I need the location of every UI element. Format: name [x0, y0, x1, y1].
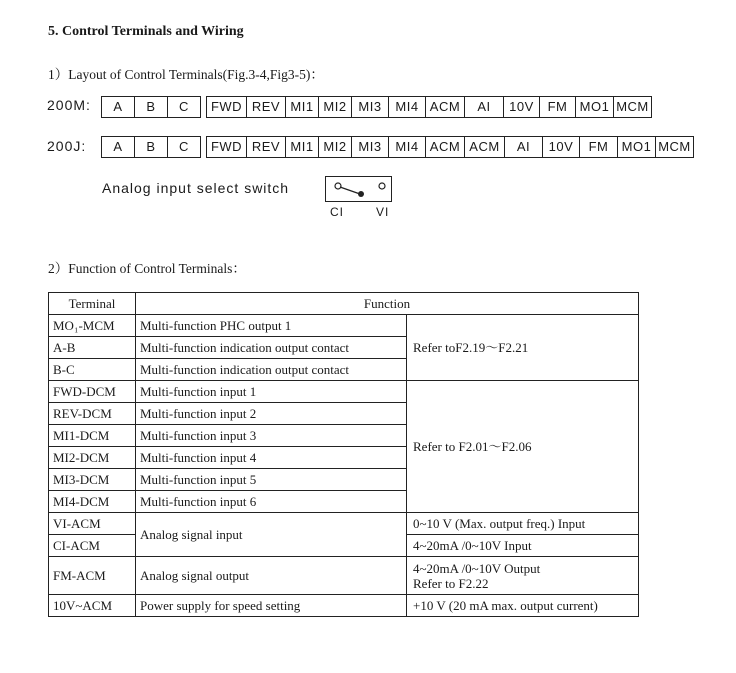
- terminal-cell: C: [168, 137, 201, 157]
- terminal-cell: MI1-DCM: [49, 425, 136, 447]
- function-cell: Power supply for speed setting: [136, 595, 407, 617]
- terminal-cell: C: [168, 97, 201, 117]
- function-cell: Analog signal input: [136, 513, 407, 557]
- terminal-cell: MI4: [389, 97, 426, 117]
- terminal-cell: B: [135, 97, 168, 117]
- row-label-200j: 200J:: [47, 138, 87, 154]
- detail-cell: 0~10 V (Max. output freq.) Input: [407, 513, 639, 535]
- terminal-cell: A: [102, 97, 135, 117]
- detail-line: 4~20mA /0~10V Output: [413, 560, 541, 576]
- terminal-cell: VI-ACM: [49, 513, 136, 535]
- detail-cell: 4~20mA /0~10V Input: [407, 535, 639, 557]
- terminal-cell: MI1: [286, 97, 319, 117]
- function-cell: Multi-function PHC output 1: [136, 315, 407, 337]
- layout-subtitle: 1）Layout of Control Terminals(Fig.3-4,Fig3-5)：: [48, 67, 324, 82]
- header-terminal: Terminal: [49, 293, 136, 315]
- table-header-row: [49, 293, 639, 315]
- function-cell: Multi-function input 3: [136, 425, 407, 447]
- terminal-cell: 10V~ACM: [49, 595, 136, 617]
- function-subtitle: 2）Function of Control Terminals：: [48, 261, 246, 276]
- terminal-cell: AI: [465, 97, 504, 117]
- terminal-cell: MO1: [576, 97, 614, 117]
- detail-line: Refer to F2.22: [413, 575, 489, 591]
- terminal-cell: B-C: [49, 359, 136, 381]
- detail-cell: +10 V (20 mA max. output current): [407, 595, 639, 617]
- terminal-cell: MI3-DCM: [49, 469, 136, 491]
- analog-select-switch[interactable]: [325, 176, 392, 202]
- function-cell: Multi-function indication output contact: [136, 337, 407, 359]
- terminal-cell: MO1: [618, 137, 656, 157]
- switch-ci-label: CI: [330, 205, 344, 219]
- terminal-cell: FWD: [207, 137, 247, 157]
- terminal-cell: FWD-DCM: [49, 381, 136, 403]
- terminal-cell: MI4-DCM: [49, 491, 136, 513]
- terminal-cell: MI1: [286, 137, 319, 157]
- function-cell: Multi-function input 6: [136, 491, 407, 513]
- terminal-cell: B: [135, 137, 168, 157]
- function-cell: Multi-function input 5: [136, 469, 407, 491]
- terminal-cell: FM: [580, 137, 618, 157]
- reference-cell: Refer to F2.01～F2.06: [407, 381, 639, 513]
- table-row: [49, 381, 639, 403]
- detail-cell: [407, 557, 639, 595]
- reference-cell: Refer toF2.19～F2.21: [407, 315, 639, 381]
- terminal-cell: A: [102, 137, 135, 157]
- terminal-cell: REV: [247, 137, 286, 157]
- function-cell: Multi-function input 2: [136, 403, 407, 425]
- terminal-cell: ACM: [426, 97, 465, 117]
- terminal-strip-200m-relay: [101, 96, 201, 118]
- function-cell: Analog signal output: [136, 557, 407, 595]
- terminal-strip-200j-control: [206, 136, 694, 158]
- terminal-cell: 10V: [543, 137, 580, 157]
- function-cell: Multi-function input 1: [136, 381, 407, 403]
- terminal-cell: MI2-DCM: [49, 447, 136, 469]
- terminal-cell: AI: [505, 137, 543, 157]
- switch-label: Analog input select switch: [102, 180, 290, 196]
- switch-icon: [326, 177, 391, 201]
- table-row: [49, 557, 639, 595]
- terminal-cell: MO₁-MCM: [49, 315, 136, 337]
- terminal-strip-200j-relay: [101, 136, 201, 158]
- table-row: [49, 315, 639, 337]
- terminal-cell: FM: [540, 97, 576, 117]
- terminal-function-table: [48, 292, 639, 617]
- terminal-cell: ACM: [465, 137, 505, 157]
- table-row: [49, 595, 639, 617]
- terminal-cell: ACM: [426, 137, 465, 157]
- terminal-cell: FM-ACM: [49, 557, 136, 595]
- terminal-cell: FWD: [207, 97, 247, 117]
- row-label-200m: 200M:: [47, 97, 91, 113]
- terminal-strip-200m-control: [206, 96, 652, 118]
- terminal-cell: A-B: [49, 337, 136, 359]
- header-function: Function: [136, 293, 639, 315]
- terminal-cell: MI2: [319, 137, 352, 157]
- function-cell: Multi-function indication output contact: [136, 359, 407, 381]
- terminal-cell: 10V: [504, 97, 540, 117]
- terminal-cell: REV: [247, 97, 286, 117]
- table-row: [49, 513, 639, 535]
- section-heading: 5. Control Terminals and Wiring: [48, 24, 244, 39]
- function-cell: Multi-function input 4: [136, 447, 407, 469]
- terminal-cell: REV-DCM: [49, 403, 136, 425]
- terminal-cell: MI3: [352, 137, 389, 157]
- terminal-cell: MI3: [352, 97, 389, 117]
- terminal-cell: MI4: [389, 137, 426, 157]
- terminal-cell: MCM: [656, 137, 694, 157]
- terminal-cell: CI-ACM: [49, 535, 136, 557]
- terminal-cell: MCM: [614, 97, 652, 117]
- switch-vi-label: VI: [376, 205, 390, 219]
- terminal-cell: MI2: [319, 97, 352, 117]
